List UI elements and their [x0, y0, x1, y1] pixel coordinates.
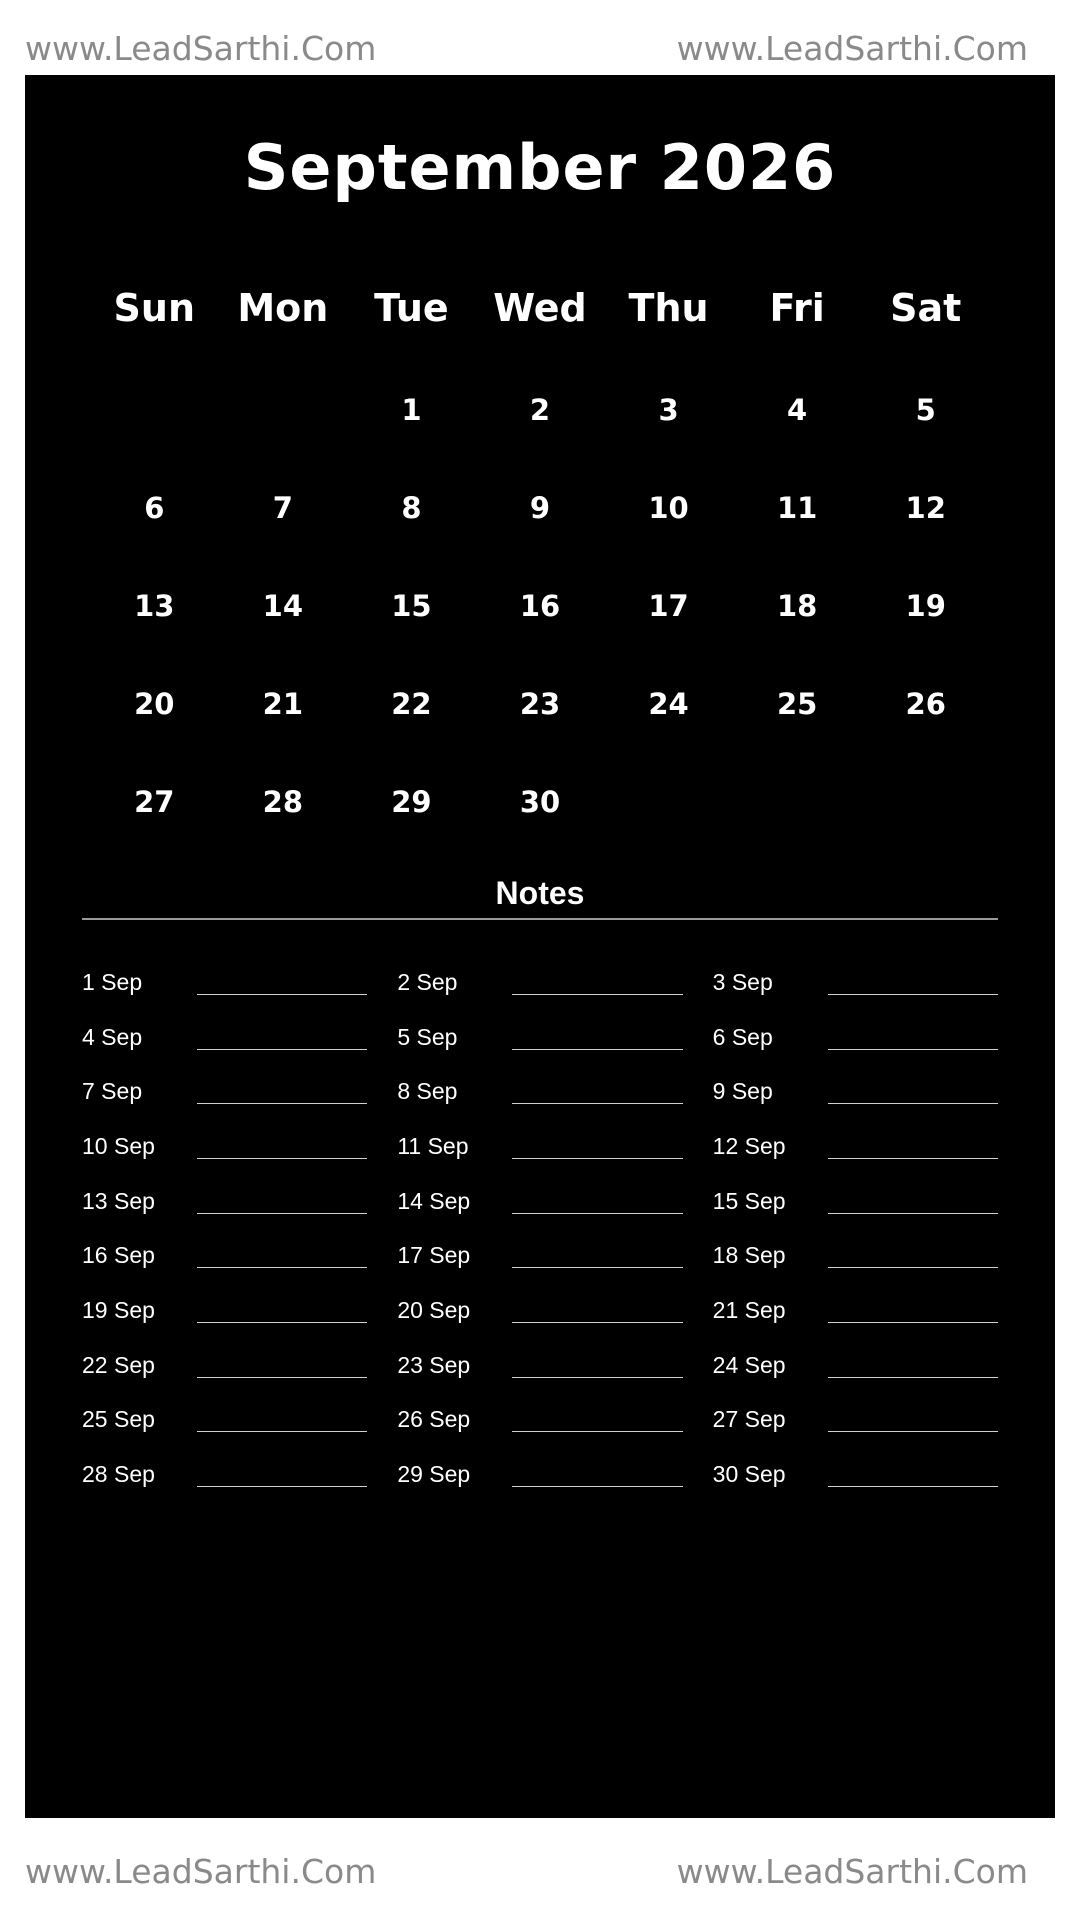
calendar-day: 25 [776, 687, 818, 721]
watermark-bottom-right: www.LeadSarthi.Com [676, 1852, 1028, 1891]
watermark-top-left: www.LeadSarthi.Com [25, 29, 377, 68]
notes-grid [82, 955, 998, 1502]
note-entry [82, 1064, 367, 1119]
note-write-line [197, 1377, 367, 1378]
calendar-day: 10 [648, 491, 689, 525]
calendar-day: 4 [787, 393, 808, 427]
note-date-label: 30 Sep [712, 1461, 786, 1488]
note-write-line [828, 1049, 998, 1050]
note-write-line [197, 1158, 367, 1159]
note-write-line [197, 1322, 367, 1323]
note-entry [82, 1228, 367, 1283]
note-write-line [828, 1431, 998, 1432]
note-date-label: 18 Sep [712, 1242, 786, 1269]
note-entry [397, 1393, 682, 1448]
note-entry [713, 1119, 998, 1174]
weekday-header: Sat [890, 286, 962, 330]
note-date-label: 5 Sep [397, 1023, 458, 1050]
calendar-day: 29 [391, 785, 432, 819]
note-write-line [828, 1213, 998, 1214]
note-date-label: 14 Sep [397, 1187, 471, 1214]
calendar-day: 3 [658, 393, 679, 427]
note-write-line [512, 1377, 682, 1378]
note-date-label: 11 Sep [397, 1132, 469, 1159]
calendar-day: 23 [519, 687, 561, 721]
note-entry [397, 1174, 682, 1229]
note-entry [397, 1064, 682, 1119]
calendar-day: 28 [262, 785, 304, 819]
calendar-day: 19 [905, 589, 946, 623]
note-date-label: 9 Sep [712, 1078, 773, 1105]
note-entry [82, 1393, 367, 1448]
calendar-day: 1 [401, 393, 422, 427]
note-date-label: 20 Sep [397, 1296, 471, 1323]
note-write-line [197, 1486, 367, 1487]
note-date-label: 19 Sep [82, 1296, 155, 1323]
note-write-line [828, 1377, 998, 1378]
note-entry [397, 1283, 682, 1338]
empty-day-cell [90, 361, 219, 459]
note-entry [397, 1010, 682, 1065]
calendar-day: 6 [144, 491, 165, 525]
weekday-header: Mon [237, 286, 329, 330]
note-date-label: 22 Sep [82, 1351, 155, 1378]
note-write-line [828, 1158, 998, 1159]
note-date-label: 7 Sep [82, 1078, 143, 1105]
note-date-label: 3 Sep [712, 968, 773, 995]
note-date-label: 10 Sep [82, 1132, 155, 1159]
note-entry [397, 955, 682, 1010]
calendar-day: 14 [262, 589, 304, 623]
note-write-line [828, 1267, 998, 1268]
note-date-label: 24 Sep [712, 1351, 786, 1378]
calendar-day: 11 [776, 491, 818, 525]
calendar-day: 13 [134, 589, 175, 623]
note-date-label: 26 Sep [397, 1406, 471, 1433]
note-entry [397, 1228, 682, 1283]
note-date-label: 12 Sep [712, 1132, 786, 1159]
note-entry [397, 1447, 682, 1502]
note-date-label: 2 Sep [397, 968, 458, 995]
note-date-label: 17 Sep [397, 1242, 471, 1269]
note-write-line [512, 1267, 682, 1268]
watermark-bottom-left: www.LeadSarthi.Com [25, 1852, 377, 1891]
note-entry [713, 1228, 998, 1283]
note-date-label: 29 Sep [397, 1461, 471, 1488]
watermark-top-right: www.LeadSarthi.Com [676, 29, 1028, 68]
note-entry [713, 1174, 998, 1229]
note-date-label: 4 Sep [82, 1023, 143, 1050]
note-write-line [197, 1431, 367, 1432]
note-entry [82, 1174, 367, 1229]
note-entry [713, 1338, 998, 1393]
note-entry [82, 1119, 367, 1174]
note-entry [713, 1393, 998, 1448]
note-date-label: 25 Sep [82, 1406, 155, 1433]
note-date-label: 6 Sep [712, 1023, 773, 1050]
note-date-label: 1 Sep [82, 968, 143, 995]
note-write-line [197, 1103, 367, 1104]
calendar-day: 17 [648, 589, 689, 623]
calendar-day: 8 [401, 491, 422, 525]
note-write-line [512, 1322, 682, 1323]
calendar-day: 7 [272, 491, 293, 525]
calendar-grid [90, 263, 990, 851]
note-write-line [512, 1486, 682, 1487]
calendar-title: September 2026 [243, 131, 837, 204]
calendar-day: 20 [134, 687, 175, 721]
weekday-header: Thu [628, 286, 709, 330]
note-entry [713, 1447, 998, 1502]
note-write-line [828, 1322, 998, 1323]
note-entry [713, 1283, 998, 1338]
calendar-day: 24 [648, 687, 689, 721]
note-date-label: 15 Sep [712, 1187, 786, 1214]
note-entry [82, 1447, 367, 1502]
note-entry [713, 955, 998, 1010]
note-write-line [828, 1103, 998, 1104]
calendar-day: 26 [905, 687, 946, 721]
note-entry [82, 955, 367, 1010]
note-entry [397, 1119, 682, 1174]
note-date-label: 16 Sep [82, 1242, 155, 1269]
notes-divider [82, 918, 998, 920]
note-date-label: 21 Sep [712, 1296, 786, 1323]
calendar-day: 22 [391, 687, 432, 721]
calendar-day: 15 [391, 589, 432, 623]
calendar-day: 21 [262, 687, 304, 721]
note-date-label: 13 Sep [82, 1187, 155, 1214]
note-entry [82, 1338, 367, 1393]
note-write-line [197, 1049, 367, 1050]
weekday-header: Tue [374, 286, 449, 330]
calendar-day: 2 [529, 393, 551, 427]
note-write-line [512, 1103, 682, 1104]
note-date-label: 28 Sep [82, 1461, 155, 1488]
calendar-day: 16 [519, 589, 561, 623]
notes-title: Notes [495, 875, 585, 911]
note-write-line [512, 1213, 682, 1214]
note-entry [82, 1283, 367, 1338]
note-entry [713, 1064, 998, 1119]
calendar-day: 12 [905, 491, 946, 525]
note-entry [397, 1338, 682, 1393]
note-write-line [197, 1267, 367, 1268]
note-entry [82, 1010, 367, 1065]
calendar-day: 5 [915, 393, 936, 427]
weekday-header: Wed [493, 286, 587, 330]
note-write-line [512, 1049, 682, 1050]
note-write-line [197, 994, 367, 995]
calendar-panel [25, 75, 1055, 1818]
note-write-line [197, 1213, 367, 1214]
note-write-line [512, 1158, 682, 1159]
note-write-line [828, 994, 998, 995]
empty-day-cell [219, 361, 348, 459]
note-date-label: 23 Sep [397, 1351, 471, 1378]
calendar-day: 27 [134, 785, 175, 819]
note-write-line [512, 1431, 682, 1432]
calendar-day: 9 [529, 491, 551, 525]
calendar-day: 18 [776, 589, 818, 623]
note-date-label: 27 Sep [712, 1406, 786, 1433]
weekday-header: Sun [113, 286, 196, 330]
note-write-line [828, 1486, 998, 1487]
note-entry [713, 1010, 998, 1065]
weekday-header: Fri [769, 286, 825, 330]
calendar-day: 30 [519, 785, 561, 819]
note-date-label: 8 Sep [397, 1078, 458, 1105]
note-write-line [512, 994, 682, 995]
